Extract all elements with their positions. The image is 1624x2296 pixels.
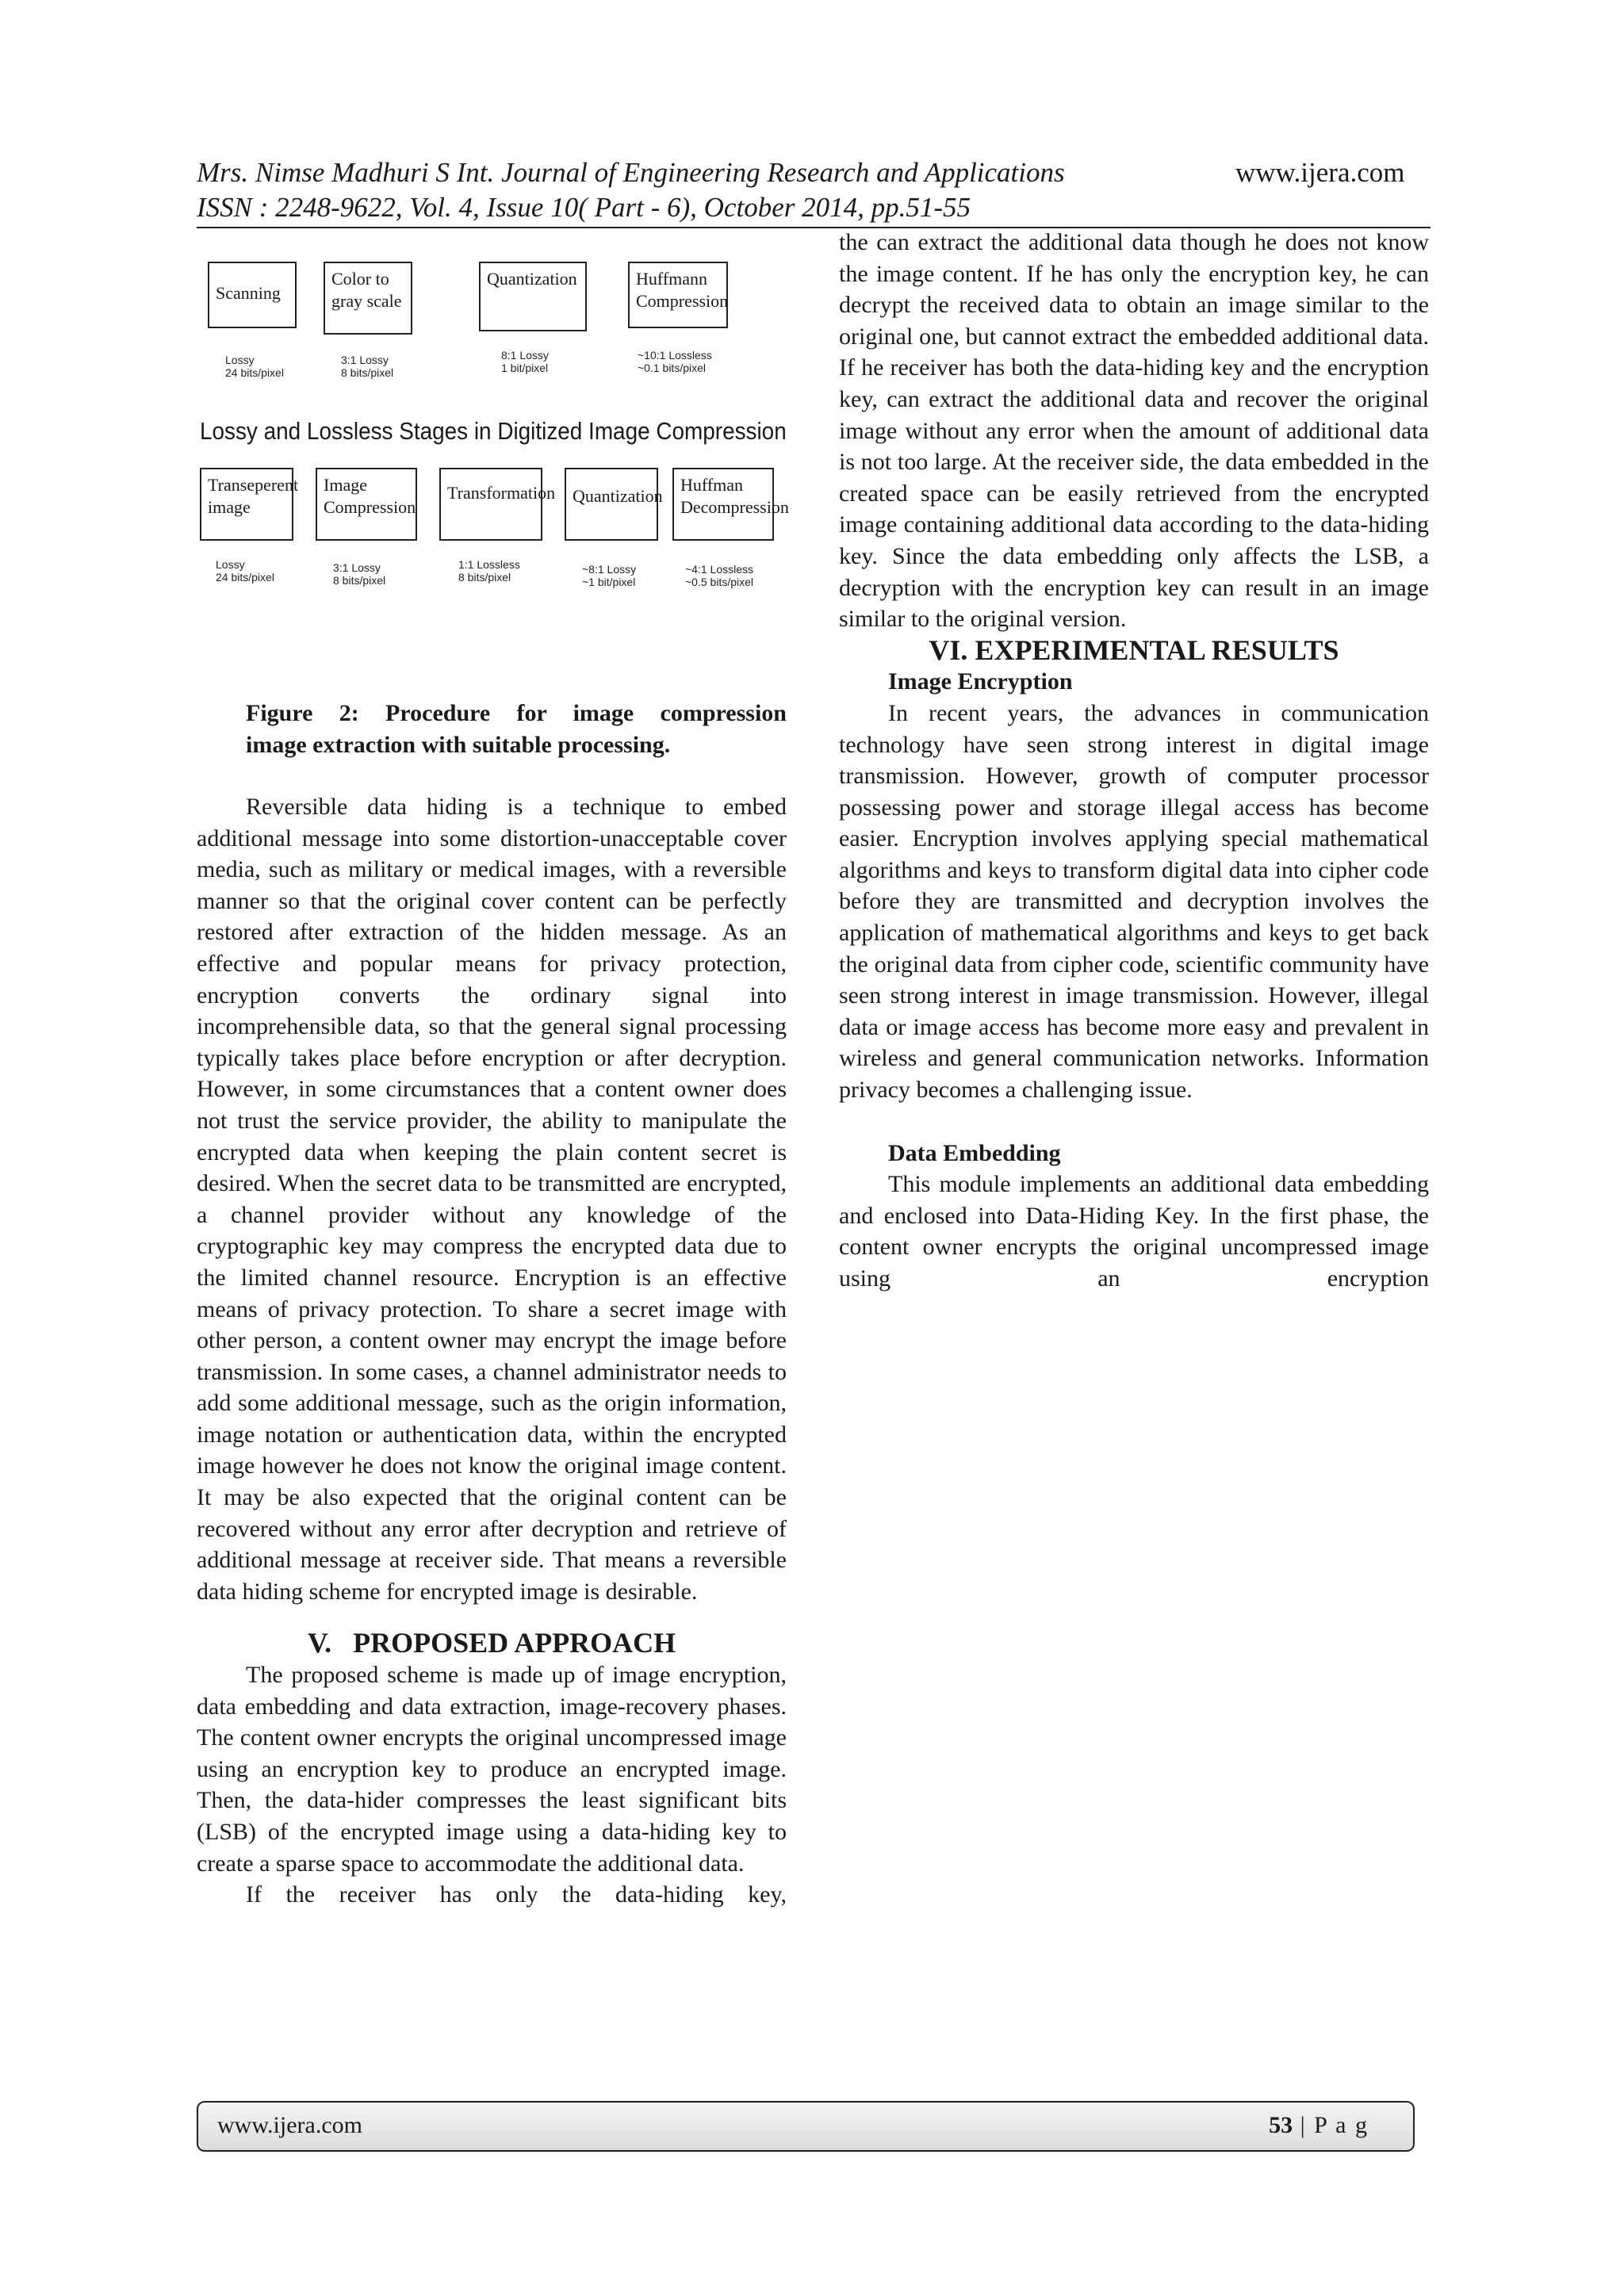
box-huffmann-compression: Huffmann Compression [628,262,728,328]
box-image-compression: Image Compression [316,468,417,541]
figure-caption-line1: Figure 2: Procedure for image compression [246,700,787,726]
box-quantization-1: Quantization [479,262,587,331]
left-paragraph-3: If the receiver has only the data-hiding key, [246,1881,787,1908]
right-paragraph-1: the can extract the additional data though he does not know the image content. If he has only the encryption key, he can decrypt the received data to obtain an image similar to the original one, but cannot extract the embedded additional data. If he receiver has both the data-hiding key and the encryption key, can extract the additional data and recover the original image without any error when the amount of additional data is not too large. At the receiver side, the data embedded in the created space can be easily retrieved from the encrypted image containing additional data according to the data-hiding key. Since the data embedding only affects the LSB, a decryption with the encryption key can result in an image similar to the original version. [839,229,1429,633]
left-paragraph-1: Reversible data hiding is a technique to embed additional message into some distortion-unacceptable cover media, such as military or medical images, with a reversible manner so that the original cover content can be perfectly restored after extraction of the hidden message. As an effective and popular means for privacy protection, encryption converts the ordinary signal into incomprehensible data, so that the general signal processing typically takes place before encryption or after decryption. However, in some circumstances that a content owner does not trust the service provider, the ability to manipulate the encrypted data when keeping the plain content secret is desired. When the secret data to be transmitted are encrypted, a channel provider without any knowledge of the cryptographic key may compress the encrypted data due to the limited channel resource. Encryption is an effective means of privacy protection. To share a secret image with other person, a content owner may encrypt the image before transmission. In some cases, a channel administrator needs to add some additional message, such as the origin information, image notation or authentication data, within the encrypted image however he does not know the original image content. It may be also expected that the original content can be recovered without any error after decryption and retrieve of additional message at receiver side. That means a reversible data hiding scheme for encrypted image is desirable. [197,794,787,1605]
right-paragraph-2: In recent years, the advances in communication technology have seen strong interest in digital image transmission. However, growth of computer processor possessing power and storage illegal access has become easier. Encryption involves applying special mathematical algorithms and keys to transform digital data into cipher code before they are transmitted and decryption involves the application of mathematical algorithms and keys to get back the original data from cipher code, scientific community have seen strong interest in image transmission. However, illegal data or image access has become more easy and prevalent in wireless and general communication networks. Information privacy becomes a challenging issue. [839,699,1429,1104]
right-column-body [839,227,1429,1295]
journal-website[interactable]: www.ijera.com [1235,157,1405,188]
journal-header-line2: ISSN : 2248-9622, Vol. 4, Issue 10( Part - 6), October 2014, pp.51-55 [197,192,971,223]
box-transformation: Transformation [439,468,542,541]
footer-website[interactable]: www.ijera.com [217,2112,362,2138]
note-transformation: 1:1 Lossless 8 bits/pixel [458,558,520,584]
page-suffix: | P a g [1293,2112,1369,2138]
left-column-body [197,791,787,1911]
note-huffmann-compression: ~10:1 Lossless ~0.1 bits/pixel [638,349,712,374]
page-footer [197,2101,1415,2152]
box-color-to-gray: Color to gray scale [324,262,412,335]
note-quantization-2: ~8:1 Lossy ~1 bit/pixel [582,563,637,588]
box-huffman-decompression: Huffman Decompression [672,468,774,541]
note-transparent-image: Lossy 24 bits/pixel [216,558,274,584]
section-v-heading: V. PROPOSED APPROACH [307,1627,676,1659]
section-vi-heading: VI. EXPERIMENTAL RESULTS [929,633,1339,666]
page-number: 53 [1269,2112,1293,2138]
figure-title: Lossy and Lossless Stages in Digitized Image Compression [200,417,787,445]
note-scanning: Lossy 24 bits/pixel [225,354,284,379]
note-huffman-decompression: ~4:1 Lossless ~0.5 bits/pixel [685,563,753,588]
figure-caption [246,698,787,761]
note-quantization-1: 8:1 Lossy 1 bit/pixel [501,349,549,374]
subheading-data-embedding: Data Embedding [888,1139,1061,1166]
figure-caption-line2: image extraction with suitable processing. [246,732,671,758]
left-paragraph-2: The proposed scheme is made up of image encryption, data embedding and data extraction, image-recovery phases. The content owner encrypts the original uncompressed image using an encryption key to produce an encrypted image. Then, the data-hider compresses the least significant bits (LSB) of the encrypted image using a data-hiding key to create a sparse space to accommodate the additional data. [197,1662,787,1877]
note-image-compression: 3:1 Lossy 8 bits/pixel [333,561,386,587]
right-paragraph-3: This module implements an additional data embedding and enclosed into Data-Hiding Key. In the first phase, the content owner encrypts the original uncompressed image using an encryption [839,1171,1429,1292]
box-quantization-2: Quantization [565,468,658,541]
note-color-to-gray: 3:1 Lossy 8 bits/pixel [341,354,394,379]
subheading-image-encryption: Image Encryption [888,668,1073,695]
figure-2 [197,252,793,672]
box-scanning: Scanning [208,262,297,328]
footer-page-label [1269,2112,1369,2139]
journal-header-line1: Mrs. Nimse Madhuri S Int. Journal of Engineering Research and Applications [197,157,1065,188]
box-transparent-image: Transeperent image [200,468,293,541]
